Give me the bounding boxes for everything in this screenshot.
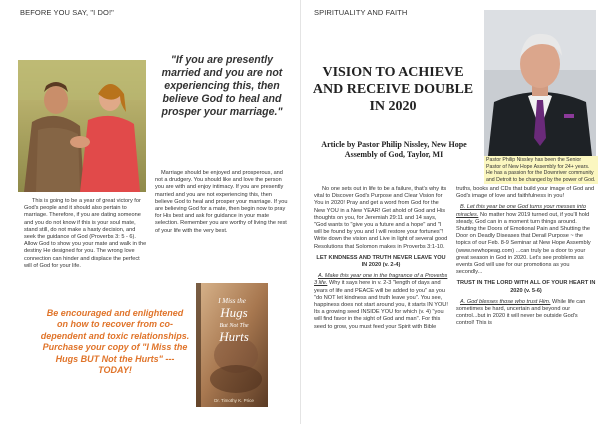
book-cover-image [196, 283, 268, 407]
col1-paragraph-2-lead: A. Make this year one in the fragrance of a Proverbs 3 life. [314, 273, 448, 287]
col2-paragraph-3: While life can sometimes be hard, uncertain and beyond our control...but in 2020 it will never be outside God's control! This is [456, 298, 586, 327]
col1-paragraph-2: Why it says here in v. 2-3 "length of days and years of life and PEACE will be added to you" as you "do NOT let kindness and truth leave you". You see, happiness does not start around you, it starts IN YOU! Its a growing seed INSIDE YOU for which (v. 4) "you will find favor in the sight of God and man". For this seed to grow, you must feed your Spirit with Bible [314, 280, 448, 330]
col2-paragraph-3-lead: A. God blesses those who trust Him. [460, 298, 551, 305]
left-section-header: BEFORE YOU SAY, "I DO!" [20, 8, 114, 17]
page-divider [300, 0, 301, 424]
article-column-2 [456, 186, 596, 329]
col2-paragraph-2: No matter how 2019 turned out, if you'll hold steady, God can in a moment turn things around. Shutting the Doors of Emotional Pain and Shutting the Door on Deadly Diseases that Derail Purpose ~ the topics of our Feb. 8-9 Seminar at New Hope Assembly (www.newhopeag.com) ...can truly be a door to your great season in God in 2020. Let's see problems as events God will use for our promotions as you secondly... [456, 211, 591, 276]
article-title: VISION TO ACHIEVE AND RECEIVE DOUBLE IN 2020 [312, 65, 474, 114]
pastor-photo [484, 10, 596, 156]
right-section-header: SPIRITUALITY AND FAITH [314, 8, 408, 17]
article-byline: Article by Pastor Philip Nissley, New Hope Assembly of God, Taylor, MI [321, 140, 467, 159]
pastor-caption: Pastor Philip Nissley has been the Senior Pastor of New Hope Assembly for 24+ years. He has a passion for the Downriver community and Detroit to be changed by the power of God. [484, 156, 598, 184]
pull-quote: "If you are presently married and you are not experiencing this, then believe God to heal and prosper your marriage." [161, 54, 283, 118]
marriage-paragraph: Marriage should be enjoyed and prosperous, and not a drudgery. You should like and love the person you are with and enjoy intimacy. If you are presently married and you are not experiencing this, then believe God to heal and prosper your marriage. If you are believing God for a mate, then begin now to pray for His best and ask for guidance in your mate selection. Remember you are worthy of living the rest of your life with the very best. [155, 170, 288, 234]
intro-paragraph: This is going to be a year of great victory for God's people and it should also pertain to marriage. Therefore, if you are dating someone and you do not know if this is your soul mate, stand still, do not make a hasty decision, and seek the guidance of God (Proverbs 3: 5 - 6). Allow God to show you your mate and walk in the destiny He designed for you. The wrong love connection can hinder and displace the perfect will of God for your life. [24, 198, 147, 269]
col1-subhead: LET KINDNESS AND TRUTH NEVER LEAVE YOU IN 2020 (v. 2-4) [316, 254, 446, 269]
book-title-line1: I Miss the [218, 297, 246, 305]
book-title-line3: But Not The [219, 323, 249, 329]
book-author: Dr. Timothy K. Price [214, 398, 254, 403]
col1-paragraph-1: No one sets out in life to be a failure, that's why its vital to Discover God's Purpose and Clear Vision for You in 2020! Pray and get a word from God for the New YOU in a New YEAR! Get ahold of God and His thoughts on you, for Jeremiah 29:11 and 14 says, "God wants to "give you a future and a hope" and "I will be found by you and I will restore your fortunes"! Write down the vision and Live in light of several good Resolutions that Solomon makes in Proverbs 3:1-10. [314, 186, 448, 250]
couple-photo [18, 60, 146, 192]
article-column-1 [314, 186, 448, 332]
book-title-line2: Hugs [220, 305, 248, 320]
book-title-line4: Hurts [219, 329, 249, 344]
book-promo-text: Be encouraged and enlightened on how to recover from co-dependent and toxic relationships. Purchase your copy of "I Miss the Hugs BUT Not the Hurts" --- TODAY! [40, 308, 190, 376]
col2-paragraph-2-lead: B. Let this year be one God turns your messes into miracles. [456, 204, 586, 218]
col2-paragraph-1: truths, books and CDs that build your image of God and God's image of love and faithfulness in you! [456, 186, 595, 200]
col2-subhead: TRUST IN THE LORD WITH ALL OF YOUR HEART IN 2020 (v. 5-6) [456, 280, 596, 294]
